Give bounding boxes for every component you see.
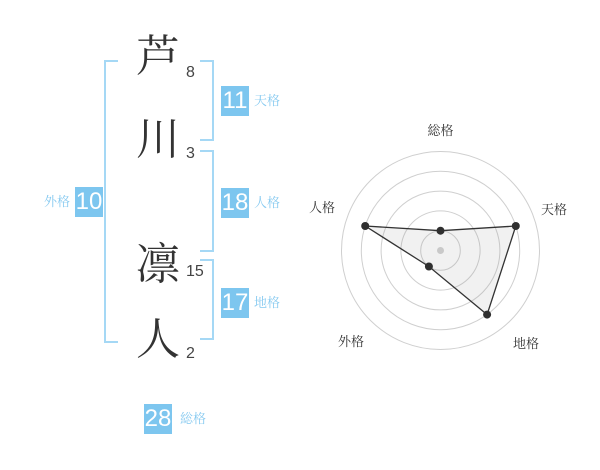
radar-data-point (425, 263, 433, 271)
name-character-1: 芦 (136, 32, 180, 81)
soukaku-value-box: 28 (144, 405, 172, 432)
gaikaku-bracket (104, 60, 118, 343)
tenkaku-label: 天格 (254, 93, 281, 108)
name-character-3: 凛 (136, 240, 180, 289)
tenkaku-bracket (200, 60, 214, 141)
radar-axis-label: 天格 (540, 202, 568, 217)
soukaku-label: 総格 (180, 411, 207, 426)
chikaku-bracket (200, 259, 214, 340)
gaikaku-value-box: 10 (75, 188, 103, 215)
gaikaku-label: 外格 (43, 194, 70, 209)
radar-axis-label: 総格 (427, 123, 454, 138)
stroke-count-1: 8 (186, 64, 195, 81)
chikaku-value-box: 17 (221, 289, 249, 316)
radar-chart (300, 100, 600, 400)
radar-data-polygon (365, 226, 516, 315)
radar-axis-label: 外格 (337, 334, 365, 349)
radar-data-point (483, 311, 491, 319)
radar-axis-label: 人格 (308, 200, 336, 215)
name-character-2: 川 (136, 115, 180, 164)
radar-data-point (512, 222, 520, 230)
jinkaku-label: 人格 (254, 195, 281, 210)
radar-center-dot (437, 247, 444, 254)
tenkaku-value-box: 11 (222, 87, 248, 114)
chikaku-label: 地格 (254, 295, 281, 310)
name-character-4: 人 (136, 315, 180, 364)
radar-data-point (437, 227, 445, 235)
stroke-count-3: 15 (186, 263, 204, 280)
jinkaku-bracket (200, 150, 214, 252)
stroke-count-4: 2 (186, 345, 195, 362)
jinkaku-value-box: 18 (221, 189, 249, 216)
radar-data-point (361, 222, 369, 230)
radar-axis-label: 地格 (512, 336, 540, 351)
stroke-count-2: 3 (186, 145, 195, 162)
